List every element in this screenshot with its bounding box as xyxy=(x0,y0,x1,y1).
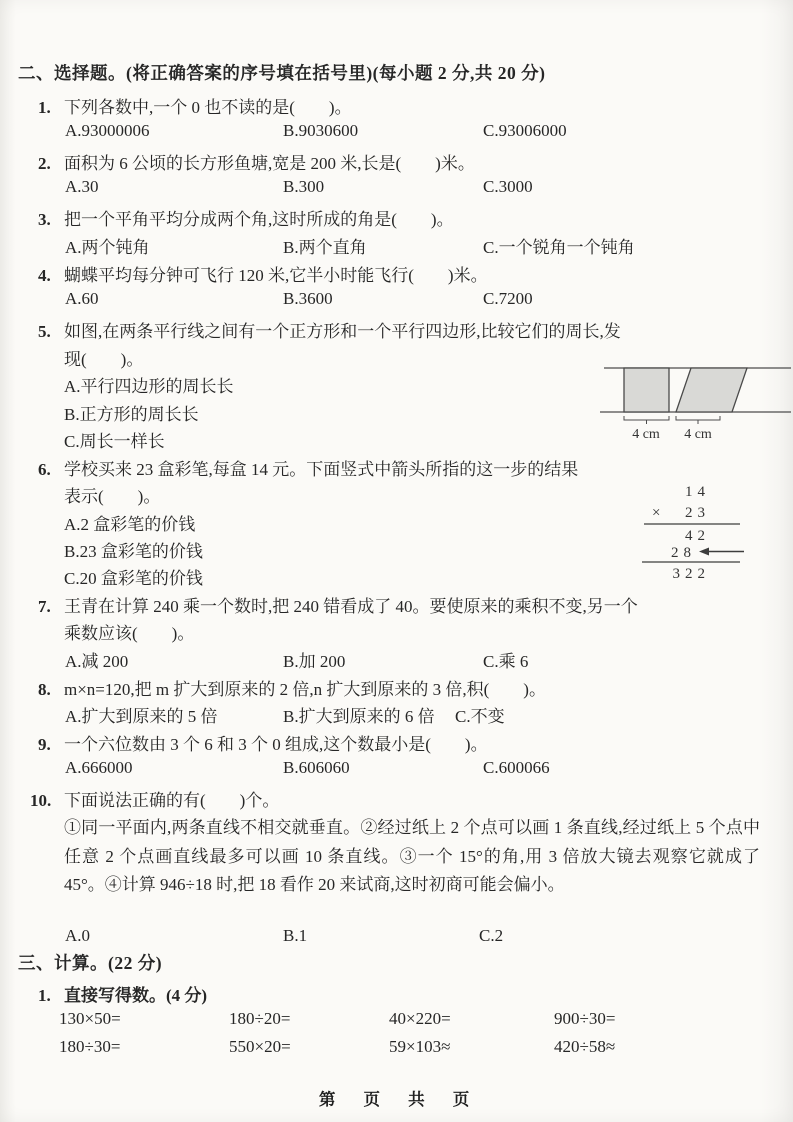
question-10-text: 下面说法正确的有( )个。 xyxy=(64,791,280,810)
option-a: A.扩大到原来的 5 倍 xyxy=(65,707,218,726)
question-4-number: 4. xyxy=(38,266,51,285)
option-c: C.600066 xyxy=(483,758,550,777)
option-b: B.两个直角 xyxy=(283,238,367,257)
calc-row-1 xyxy=(0,1009,793,1037)
question-1-text: 下列各数中,一个 0 也不读的是( )。 xyxy=(64,98,352,117)
option-a: A.减 200 xyxy=(65,652,129,671)
question-6-text-line2: 表示( )。 xyxy=(64,487,161,506)
option-a: A.666000 xyxy=(65,758,133,777)
question-10 xyxy=(30,786,279,811)
option-b: B.3600 xyxy=(283,289,333,308)
question-5-option-a: A.平行四边形的周长长 xyxy=(64,377,234,396)
question-7 xyxy=(38,592,638,617)
question-6-option-a: A.2 盒彩笔的价钱 xyxy=(64,515,196,534)
calc-expression: 900÷30= xyxy=(554,1009,616,1028)
question-5-number: 5. xyxy=(38,322,51,341)
question-6 xyxy=(38,455,578,480)
question-6-number: 6. xyxy=(38,460,51,479)
parallelogram-width-label: 4 cm xyxy=(684,427,712,442)
question-7-text-line1: 王青在计算 240 乘一个数时,把 240 错看成了 40。要使原来的乘积不变,另一个 xyxy=(64,597,638,616)
arrow-head xyxy=(699,548,709,556)
question-1-number: 1. xyxy=(38,98,51,117)
question-10-statements: ①同一平面内,两条直线不相交就垂直。②经过纸上 2 个点可以画 1 条直线,经过纸上 5 个点中任意 2 个点画直线最多可以画 10 条直线。③一个 15°的角,用 3 倍放大镜去观察它就成了 45°。④计算 946÷18 时,把 18 看作 20 来试商,这时初商可能会偏小。 xyxy=(64,818,760,894)
question-2-text: 面积为 6 公顷的长方形鱼塘,宽是 200 米,长是( )米。 xyxy=(64,154,475,173)
question-8 xyxy=(38,675,546,700)
final-product: 322 xyxy=(672,566,710,582)
question-2 xyxy=(38,149,475,174)
parallelogram-shape xyxy=(676,368,747,412)
question-5-option-c: C.周长一样长 xyxy=(64,432,165,451)
option-b: B.1 xyxy=(283,926,308,945)
calc-expression: 180÷20= xyxy=(229,1009,291,1028)
question-6-option-b: B.23 盒彩笔的价钱 xyxy=(64,542,203,561)
question-7-number: 7. xyxy=(38,597,51,616)
calc-expression: 420÷58≈ xyxy=(554,1037,616,1056)
multiplier: 23 xyxy=(685,505,710,521)
square-shape xyxy=(624,368,669,412)
calc-expression: 59×103≈ xyxy=(389,1037,451,1056)
calc-expression: 40×220= xyxy=(389,1009,451,1028)
question-8-text: m×n=120,把 m 扩大到原来的 2 倍,n 扩大到原来的 3 倍,积( )。 xyxy=(64,680,546,699)
square-width-label: 4 cm xyxy=(632,427,660,442)
question-8-number: 8. xyxy=(38,680,51,699)
option-c: C.乘 6 xyxy=(483,652,529,671)
option-c: C.7200 xyxy=(483,289,533,308)
question-3-number: 3. xyxy=(38,210,51,229)
section-calculation-heading: 三、计算。(22 分) xyxy=(18,953,163,973)
vertical-multiplication-figure xyxy=(636,482,761,589)
option-b: B.606060 xyxy=(283,758,350,777)
option-c: C.2 xyxy=(479,926,504,945)
calc-expression: 550×20= xyxy=(229,1037,291,1056)
option-c: C.一个锐角一个钝角 xyxy=(483,238,635,257)
option-c: C.3000 xyxy=(483,177,533,196)
option-a: A.0 xyxy=(65,926,91,945)
question-3-options xyxy=(0,233,793,261)
calc-subsection-title: 直接写得数。(4 分) xyxy=(64,986,208,1005)
question-4-options xyxy=(0,289,793,317)
question-9 xyxy=(38,730,488,755)
option-c: C.不变 xyxy=(455,707,505,726)
question-5-text-line2: 现( )。 xyxy=(64,350,144,369)
option-a: A.两个钝角 xyxy=(65,238,150,257)
question-2-number: 2. xyxy=(38,154,51,173)
question-9-number: 9. xyxy=(38,735,51,754)
partial-product-2: 28 xyxy=(671,545,696,561)
partial-product-1: 42 xyxy=(685,528,710,544)
option-b: B.加 200 xyxy=(283,652,346,671)
calc-expression: 180÷30= xyxy=(59,1037,121,1056)
question-9-text: 一个六位数由 3 个 6 和 3 个 0 组成,这个数最小是( )。 xyxy=(64,735,488,754)
question-5 xyxy=(38,317,621,342)
parallel-lines-figure xyxy=(598,356,793,449)
question-8-options xyxy=(0,702,793,730)
question-1-options xyxy=(0,121,793,149)
question-2-options xyxy=(0,177,793,205)
option-b: B.300 xyxy=(283,177,325,196)
question-6-text-line1: 学校买来 23 盒彩笔,每盒 14 元。下面竖式中箭头所指的这一步的结果 xyxy=(64,460,579,479)
page-footer: 第 页 共 页 xyxy=(318,1090,475,1109)
question-1 xyxy=(38,93,352,118)
option-a: A.60 xyxy=(65,289,99,308)
question-9-options xyxy=(0,758,793,786)
section-choice-heading: 二、选择题。(将正确答案的序号填在括号里)(每小题 2 分,共 20 分) xyxy=(18,63,546,83)
calc-row-2 xyxy=(0,1037,793,1065)
calc-subsection-1 xyxy=(38,981,207,1006)
question-7-options xyxy=(0,647,793,675)
question-3 xyxy=(38,205,454,230)
question-4 xyxy=(38,261,488,286)
question-5-option-b: B.正方形的周长长 xyxy=(64,405,199,424)
question-3-text: 把一个平角平均分成两个角,这时所成的角是( )。 xyxy=(64,210,454,229)
question-4-text: 蝴蝶平均每分钟可飞行 120 米,它半小时能飞行( )米。 xyxy=(64,266,488,285)
question-10-number: 10. xyxy=(30,791,52,810)
question-6-option-c: C.20 盒彩笔的价钱 xyxy=(64,569,203,588)
option-b: B.9030600 xyxy=(283,121,359,140)
option-c: C.93006000 xyxy=(483,121,567,140)
option-a: A.30 xyxy=(65,177,99,196)
option-b: B.扩大到原来的 6 倍 xyxy=(283,707,435,726)
option-a: A.93000006 xyxy=(65,121,150,140)
multiply-sign: × xyxy=(652,505,661,521)
calc-subsection-number: 1. xyxy=(38,986,51,1005)
question-7-text-line2: 乘数应该( )。 xyxy=(64,624,195,643)
multiplicand: 14 xyxy=(685,484,710,500)
question-5-text-line1: 如图,在两条平行线之间有一个正方形和一个平行四边形,比较它们的周长,发 xyxy=(64,322,621,341)
calc-expression: 130×50= xyxy=(59,1009,121,1028)
